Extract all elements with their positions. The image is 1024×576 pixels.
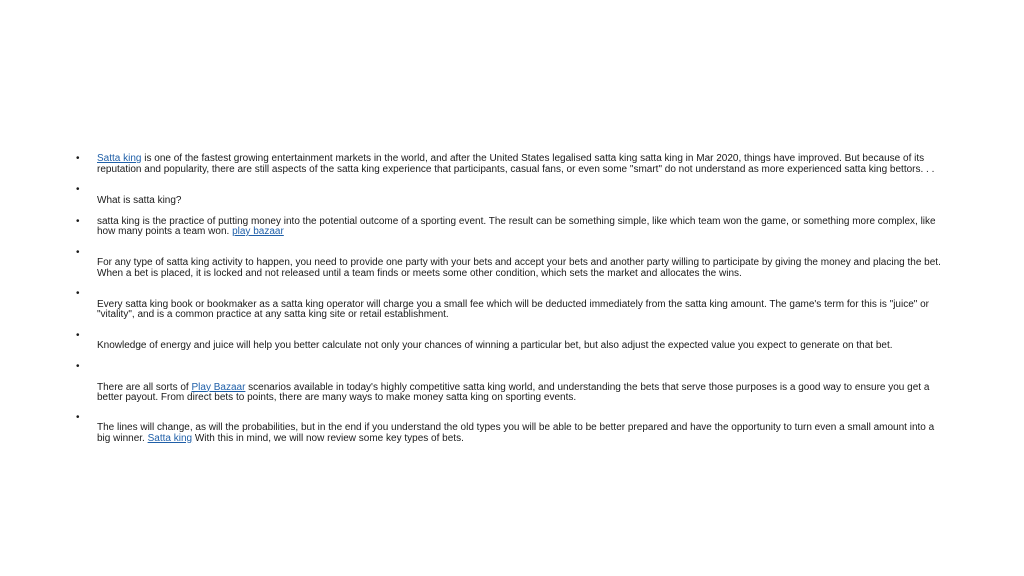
paragraph-text: For any type of satta king activity to happen, you need to provide one party with your bets and accept your bets and another party willing to participate by giving the money and placing the bet. When a bet is placed, it is locked and not released until a team finds or meets some other condition, which sets the market and allocates the wins.: [97, 257, 941, 279]
bullet-icon: •: [76, 329, 80, 341]
paragraph-text: Knowledge of energy and juice will help you better calculate not only your chances of winning a particular bet, but also adjust the expected value you expect to generate on that bet.: [97, 340, 893, 351]
list-item: [74, 362, 946, 404]
list-item: [74, 154, 946, 175]
satta-king-link[interactable]: Satta king: [147, 432, 193, 444]
list-item: [74, 248, 946, 280]
paragraph-text: With this in mind, we will now review some key types of bets.: [192, 432, 464, 444]
paragraph-text: Every satta king book or bookmaker as a satta king operator will charge you a small fee which will be deducted immediately from the satta king amount. The game's term for this is "juice" or "vitality", and is a common practice at any satta king site or retail establishment.: [97, 298, 929, 320]
list-item: [74, 289, 946, 321]
bullet-icon: •: [76, 184, 80, 195]
paragraph-text: is one of the fastest growing entertainment markets in the world, and after the United States legalised satta king satta king in Mar 2020, things have improved. But because of its reputation and popularity, there are still aspects of the satta king experience that participants, casual fans, or even some "smart" do not understand as more experienced satta king bettors. . .: [97, 153, 935, 175]
paragraph-text: scenarios available in today's highly competitive satta king world, and understanding the bets that serve those purposes is a good way to ensure you get a better payout. From direct bets to points, there are many ways to make money satta king on sporting events.: [97, 381, 930, 403]
play-bazaar-link[interactable]: Play Bazaar: [191, 381, 246, 393]
heading-text: What is satta king?: [97, 194, 182, 206]
bullet-icon: •: [76, 246, 80, 258]
list-item: [74, 413, 946, 445]
paragraph-text: The lines will change, as will the probabilities, but in the end if you understand the old types you will be able to be better prepared and have the opportunity to turn even a small amount into a big winner.: [97, 422, 935, 444]
bullet-icon: •: [76, 411, 80, 423]
play-bazaar-link[interactable]: play bazaar: [232, 226, 284, 237]
bullet-list: [74, 154, 946, 444]
list-item: [74, 185, 946, 206]
bullet-icon: •: [76, 360, 80, 372]
paragraph-text: satta king is the practice of putting money into the potential outcome of a sporting event. The result can be something simple, like which team won the game, or something more complex, like how many points a team won.: [97, 215, 936, 237]
bullet-icon: •: [76, 288, 80, 299]
bullet-icon: •: [76, 215, 80, 227]
satta-king-link[interactable]: Satta king: [97, 153, 142, 164]
paragraph-text: There are all sorts of: [97, 381, 192, 393]
list-item: [74, 331, 946, 352]
bullet-icon: •: [76, 153, 80, 164]
list-item: [74, 217, 946, 238]
